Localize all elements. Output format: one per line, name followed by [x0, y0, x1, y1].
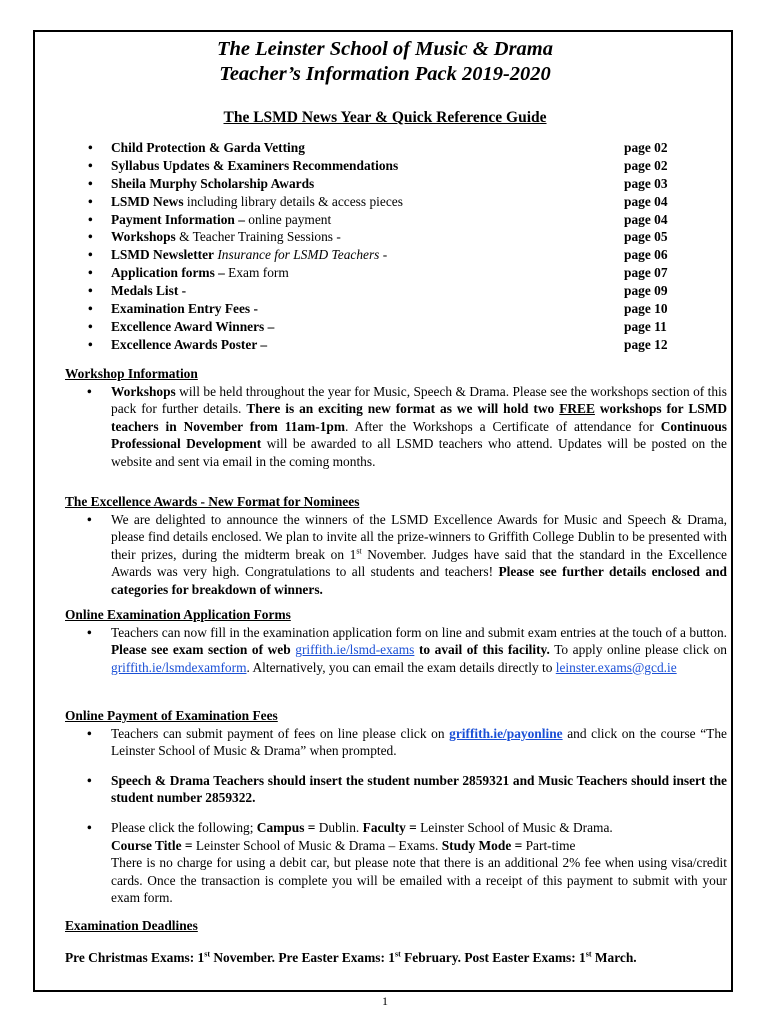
toc-entry: Medals List - [111, 283, 187, 299]
toc-entry: Excellence Awards Poster – [111, 336, 268, 352]
document-subtitle: The LSMD News Year & Quick Reference Guide [223, 109, 547, 126]
toc-row [88, 282, 688, 300]
toc-row [88, 211, 688, 229]
bullet: • [88, 247, 93, 263]
workshop-section [65, 365, 727, 471]
document-title-line-1: The Leinster School of Music & Drama [217, 38, 553, 60]
bullet: • [88, 283, 93, 299]
toc-entry: Syllabus Updates & Examiners Recommendations [111, 157, 399, 173]
bullet: • [88, 211, 93, 227]
bullet: • [88, 318, 93, 334]
bullet: • [88, 336, 93, 352]
toc-row [88, 228, 688, 246]
bullet: • [87, 624, 92, 640]
bullet: • [88, 229, 93, 245]
toc-page-number: page 07 [624, 265, 668, 281]
bullet: • [88, 157, 93, 173]
bullet: • [88, 265, 93, 281]
section-heading: Online Payment of Examination Fees [65, 708, 278, 723]
section-heading: The Excellence Awards - New Format for Nominees [65, 494, 360, 509]
toc-entry: Workshops & Teacher Training Sessions - [111, 229, 341, 245]
list-item: • Please click the following; Campus = Dublin. Faculty = Leinster School of Music & Drama. Course Title = Leinster School of Music & Drama – Exams. Study Mode = Part-time There is no charge for using a debit car, but please note that there is an additional 2% fee when using visa/credit cards. Once the transaction is complete you will be emailed with a receipt of this payment to submit with your exam form. [87, 819, 727, 906]
section-heading: Examination Deadlines [65, 918, 198, 933]
toc-entry: Excellence Award Winners – [111, 318, 275, 334]
toc-page-number: page 12 [624, 336, 668, 352]
deadlines-section [65, 917, 727, 935]
deadlines-line: Pre Christmas Exams: 1st November. Pre Easter Exams: 1st February. Post Easter Exams: 1st March. [65, 949, 637, 965]
bullet: • [88, 301, 93, 317]
bullet: • [87, 772, 92, 788]
section-heading: Online Examination Application Forms [65, 607, 291, 622]
list-item: • Workshops will be held throughout the year for Music, Speech & Drama. Please see the workshops section of this pack for further details. There is an exciting new format as we will hold two FREE workshops for LSMD teachers in November from 11am-1pm. After the Workshops a Certificate of attendance for Continuous Professional Development will be awarded to all LSMD teachers who attend. Updates will be posted on the website and sent via email in the coming months. [87, 383, 728, 469]
toc-row [88, 246, 688, 264]
bullet: • [87, 725, 92, 741]
toc-entry: Application forms – Exam form [111, 265, 289, 281]
list-item: • Teachers can submit payment of fees on line please click on griffith.ie/payonline and click on the course “The Leinster School of Music & Drama” when prompted. [87, 725, 727, 759]
toc-page-number: page 05 [624, 229, 668, 245]
toc-row [88, 318, 688, 336]
page-number: 1 [382, 994, 388, 1008]
online-forms-section [65, 606, 727, 676]
exams-link[interactable]: griffith.ie/lsmd-exams [295, 642, 415, 658]
bullet: • [88, 193, 93, 209]
toc-entry: Child Protection & Garda Vetting [111, 140, 305, 155]
toc-page-number: page 10 [624, 301, 668, 317]
toc-row [88, 193, 688, 211]
online-payment-section [65, 707, 727, 907]
toc-row [88, 336, 688, 354]
bullet: • [88, 175, 93, 191]
toc-page-number: page 03 [624, 175, 668, 191]
toc-row [88, 139, 688, 157]
table-of-contents [88, 139, 688, 354]
toc-page-number: page 09 [624, 283, 668, 299]
toc-entry: Sheila Murphy Scholarship Awards [111, 175, 315, 191]
toc-page-number: page 02 [624, 140, 668, 155]
toc-page-number: page 02 [624, 157, 668, 173]
toc-entry: Payment Information – online payment [111, 211, 332, 227]
toc-row [88, 264, 688, 282]
list-item: • Speech & Drama Teachers should insert the student number 2859321 and Music Teachers should insert the student number 2859322. [87, 772, 727, 806]
excellence-section [65, 493, 727, 599]
toc-entry: LSMD Newsletter Insurance for LSMD Teachers - [111, 247, 388, 263]
bullet: • [88, 140, 93, 155]
toc-page-number: page 04 [624, 211, 668, 227]
toc-entry: LSMD News including library details & access pieces [111, 193, 403, 209]
toc-page-number: page 06 [624, 247, 668, 263]
document-title-line-2: Teacher’s Information Pack 2019-2020 [219, 63, 551, 85]
exam-form-link[interactable]: griffith.ie/lsmdexamform [111, 659, 247, 675]
toc-row [88, 300, 688, 318]
toc-row [88, 157, 688, 175]
toc-row [88, 175, 688, 193]
toc-page-number: page 04 [624, 193, 668, 209]
list-item: • Teachers can now fill in the examination application form on line and submit exam entries at the touch of a button. Please see exam section of web griffith.ie/lsmd-exams to avail of this facility. To apply online please click on griffith.ie/lsmdexamform. Alternatively, you can email the exam details directly to leinster.exams@gcd.ie [87, 624, 727, 675]
section-heading: Workshop Information [65, 366, 198, 381]
toc-page-number: page 11 [624, 318, 667, 334]
pay-online-link[interactable]: griffith.ie/payonline [449, 725, 563, 741]
bullet: • [87, 819, 92, 835]
email-link[interactable]: leinster.exams@gcd.ie [555, 659, 677, 675]
list-item: • We are delighted to announce the winners of the LSMD Excellence Awards for Music and Speech & Drama, please find details enclosed. We plan to invite all the prize-winners to Griffith College Dublin to be presented with their prizes, during the midterm break on 1st November. Judges have said that the standard in the Excellence Awards was very high. Congratulations to all students and teachers! Please see further details enclosed and categories for breakdown of winners. [87, 511, 727, 597]
bullet: • [87, 383, 92, 399]
bullet: • [87, 511, 92, 527]
toc-entry: Examination Entry Fees - [111, 301, 258, 317]
